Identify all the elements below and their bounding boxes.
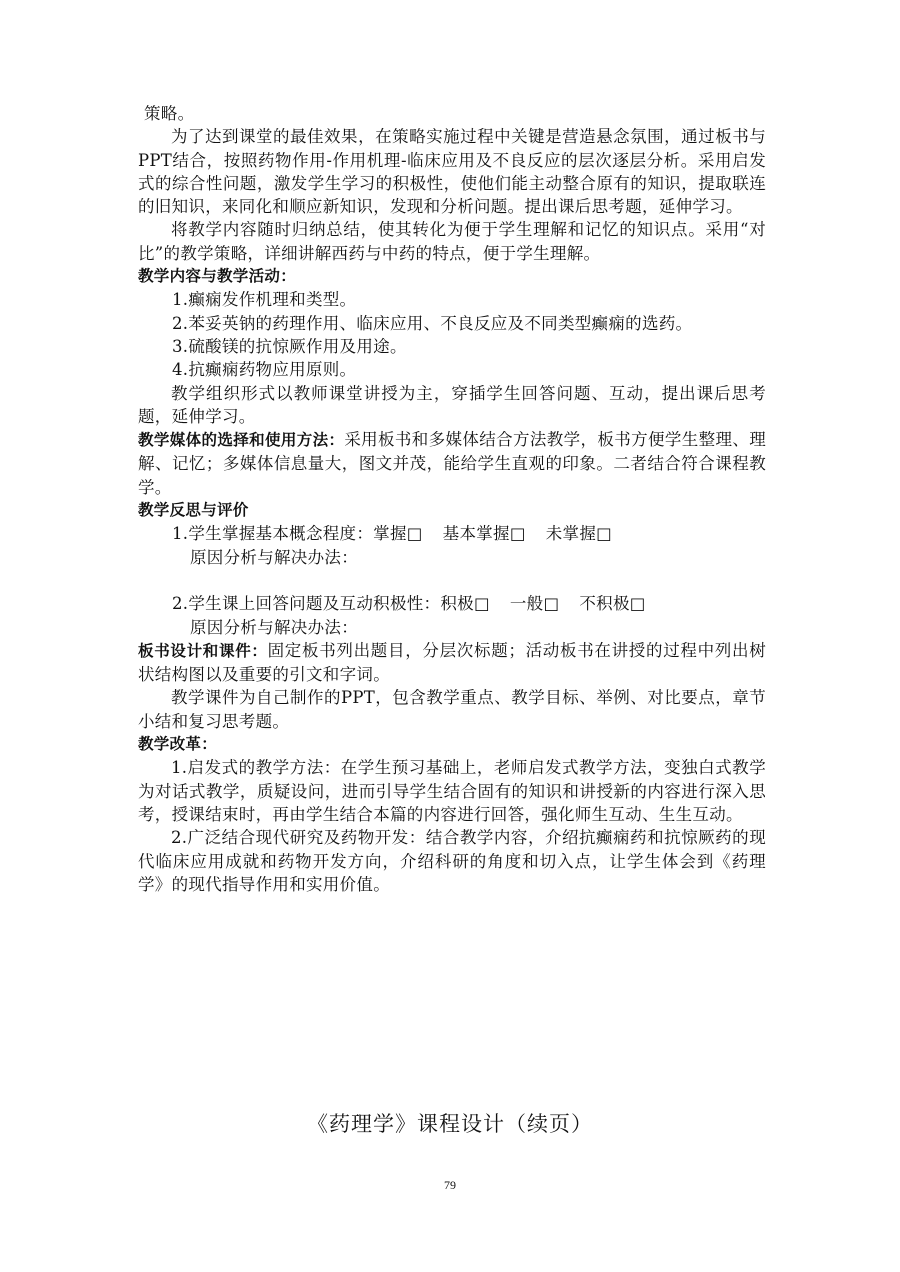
content-item-2: 2.苯妥英钠的药理作用、临床应用、不良反应及不同类型癫痫的选药。 xyxy=(172,313,693,333)
paragraph-board-design xyxy=(138,639,766,687)
footer-title: 《药理学》课程设计（续页） xyxy=(307,1112,593,1136)
teaching-media-text: 采用板书和多媒体结合方法教学，板书方便学生整理、理解、记忆；多媒体信息量大，图文并茂，能给学生直观的印象。二者结合符合课程教学。 xyxy=(138,430,766,497)
reflection-question-2 xyxy=(138,592,766,615)
heading-teaching-reform: 教学改革： xyxy=(138,735,218,754)
reflection-analysis-2: 原因分析与解决办法： xyxy=(190,617,358,637)
reflection-question-2-label: 2.学生课上回答问题及互动积极性： xyxy=(172,594,441,614)
paragraph-teaching-media xyxy=(138,428,766,499)
reflection-question-1 xyxy=(138,522,766,545)
board-design-text: 固定板书列出题目，分层次标题；活动板书在讲授的过程中列出树状结构图以及重要的引文和字词。 xyxy=(138,640,767,685)
heading-teaching-media: 教学媒体的选择和使用方法： xyxy=(138,431,345,450)
option-inactive: 不积极□ xyxy=(579,594,646,614)
content-item-3: 3.硫酸镁的抗惊厥作用及用途。 xyxy=(172,336,407,356)
heading-board-design: 板书设计和课件： xyxy=(138,641,268,660)
paragraph-strategy-implementation: 为了达到课堂的最佳效果，在策略实施过程中关键是营造悬念氛围，通过板书与PPT结合，按照药物作用-作用机理-临床应用及不良反应的层次逐层分析。采用启发式的综合性问题，激发学生学习的积极性，使他们能主动整合原有的知识，提取联连的旧知识，来同化和顺应新知识，发现和分析问题。提出课后思考题，延伸学习。 xyxy=(138,127,766,217)
reflection-question-1-label: 1.学生掌握基本概念程度： xyxy=(172,524,374,544)
option-active: 积极□ xyxy=(440,594,490,614)
content-item-4: 4.抗癫痫药物应用原则。 xyxy=(172,360,357,380)
option-not-mastered: 未掌握□ xyxy=(545,524,613,544)
paragraph-courseware: 教学课件为自己制作的PPT，包含教学重点、教学目标、举例、对比要点，章节小结和复习思考题。 xyxy=(138,688,766,731)
paragraph-summary-strategy: 将教学内容随时归纳总结，使其转化为便于学生理解和记忆的知识点。采用“对比”的教学策略，详细讲解西药与中药的特点，便于学生理解。 xyxy=(138,220,766,263)
content-item-1: 1.癫痫发作机理和类型。 xyxy=(172,290,357,310)
paragraph-strategy-end: 策略。 xyxy=(144,104,195,123)
heading-reflection: 教学反思与评价 xyxy=(138,501,249,520)
option-basically-mastered: 基本掌握□ xyxy=(442,524,526,544)
heading-teaching-content: 教学内容与教学活动： xyxy=(138,267,297,286)
option-average: 一般□ xyxy=(509,594,560,614)
reflection-analysis-1: 原因分析与解决办法： xyxy=(190,547,358,567)
blank-space xyxy=(138,569,766,592)
document-page xyxy=(138,102,766,896)
reform-item-2: 2.广泛结合现代研究及药物开发：结合教学内容，介绍抗癫痫药和抗惊厥药的现代临床应用成就和药物开发方向，介绍科研的角度和切入点，让学生体会到《药理学》的现代指导作用和实用价值。 xyxy=(138,828,766,894)
option-mastered: 掌握□ xyxy=(373,524,423,544)
paragraph-teaching-organization: 教学组织形式以教师课堂讲授为主，穿插学生回答问题、互动，提出课后思考题，延伸学习。 xyxy=(138,383,766,426)
reform-item-1: 1.启发式的教学方法：在学生预习基础上，老师启发式教学方法，变独白式教学为对话式教学，质疑设问，进而引导学生结合固有的知识和讲授新的内容进行深入思考，授课结束时，再由学生结合本篇的内容进行回答，强化师生互动、生生互动。 xyxy=(138,758,766,824)
page-number: 79 xyxy=(444,1178,456,1192)
